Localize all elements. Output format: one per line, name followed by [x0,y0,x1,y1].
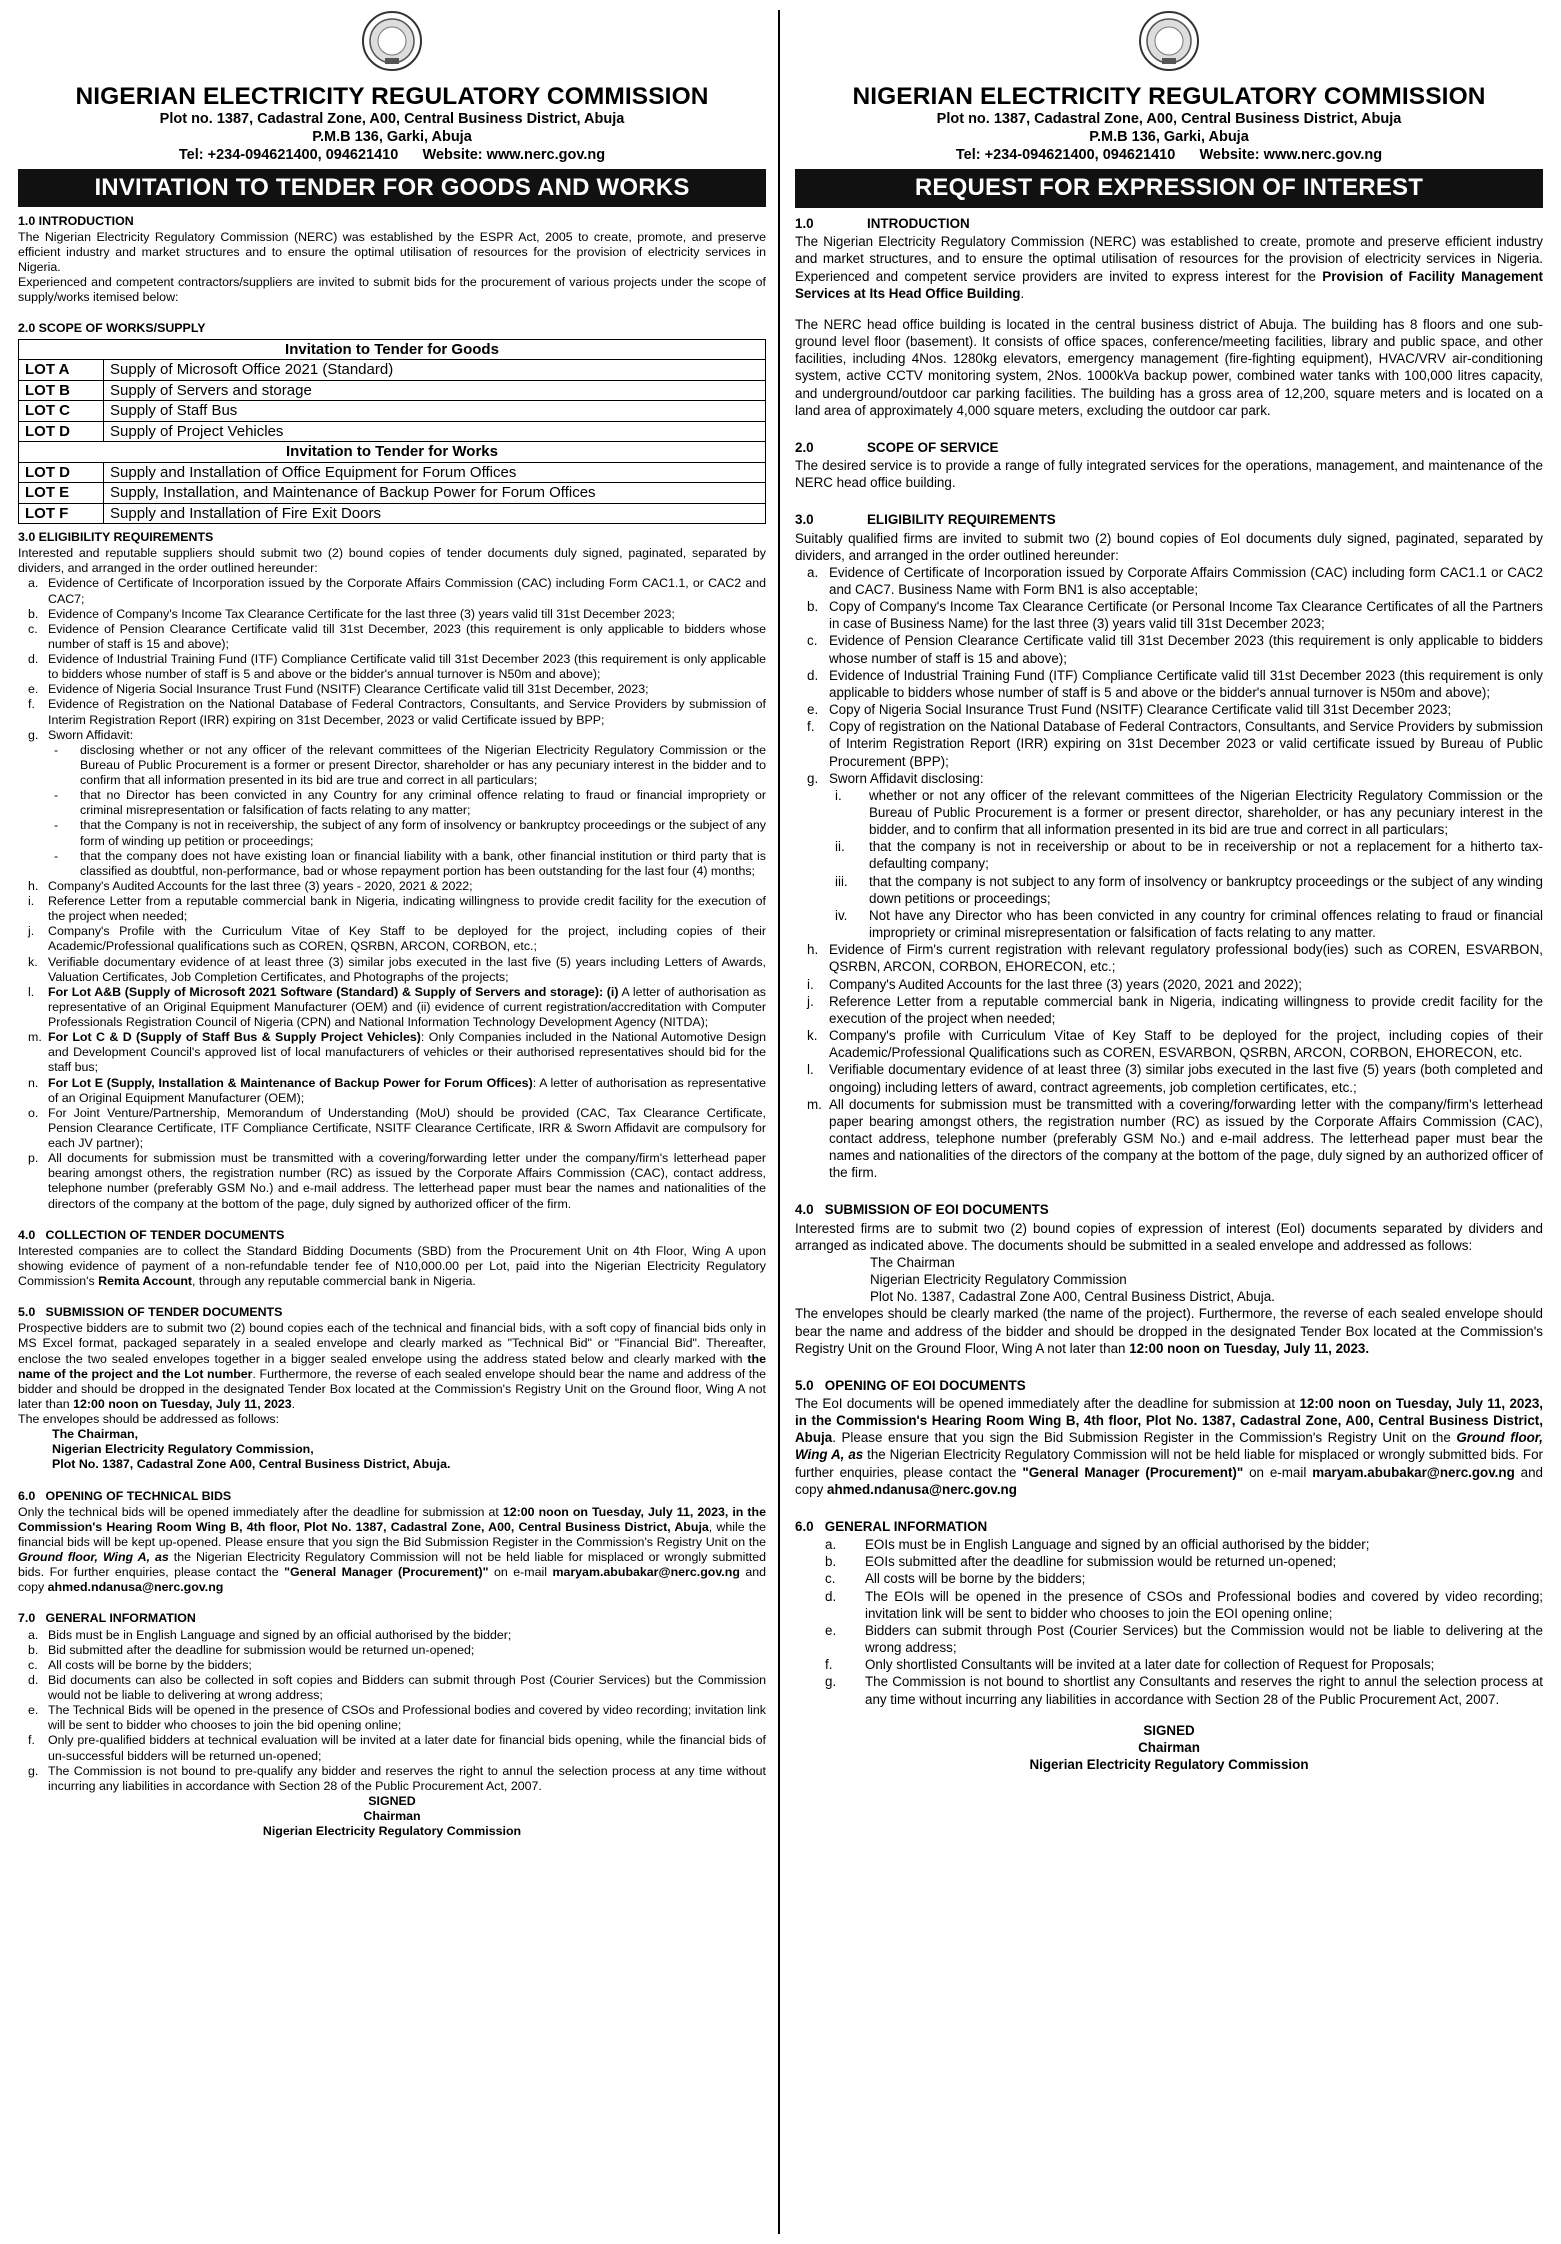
list-item: a. Bids must be in English Language and signed by an official authorised by the bidder; [28,1627,512,1642]
notice-banner: INVITATION TO TENDER FOR GOODS AND WORKS [18,169,766,206]
list-item: b. Evidence of Company's Income Tax Clearance Certificate for the last three (3) years valid till 31st December 2023; [28,606,675,621]
list-item: l. For Lot A&B (Supply of Microsoft 2021 Software (Standard) & Supply of Servers and storage): (i) A letter of authorisation as representative of an Original Equipment Manufacturer (OEM) and (ii) evidence of current registration/accreditation with Computer Professionals Registration Council of Nigeria (CPN) and National Information Technology Development Agency (NITDA); [28,984,766,1030]
address-line-2: P.M.B 136, Garki, Abuja [1089,129,1249,146]
paragraph: The NERC head office building is located in the central business district of Abuja. The building has 8 floors and one sub-ground level floor (basement). It consists of office spaces, conference/meeting facilities, library and public space, and other facilities, including 4Nos. 1280kg elevators, emergency management (fire-fighting equipment), HVAC/VRV air-conditioning system, active CCTV monitoring system, 2Nos. 1000kVa backup power, combined water tanks with 100,000 litres capacity, and underground/outdoor car parking facilities. The building has a gross area of 12,200, square meters and is located on a land area of approximately 4,000 square meters, excluding the outdoor car park. [795,316,1543,418]
list-item: d. Evidence of Industrial Training Fund (ITF) Compliance Certificate valid till 31st December 2023 (this requirement is only applicable to bidders whose number of staff is 5 and above or the bidder's annual turnover is N50m and above); [807,667,1543,700]
section-heading: 6.0 GENERAL INFORMATION [795,1518,988,1534]
list-item: f. Only shortlisted Consultants will be invited at a later date for collection of Request for Proposals; [825,1657,1435,1673]
section-heading: 2.0 SCOPE OF SERVICE [795,439,999,455]
list-item: g. Sworn Affidavit disclosing: [807,770,984,786]
paragraph: The Nigerian Electricity Regulatory Commission (NERC) was established by the ESPR Act, 2005 to create, promote, and preserve efficient industry and market structures and to ensure the optimal utilisation of resources for the provision of electricity services in Nigeria. [18,229,766,275]
contact-line: Tel: +234-094621400, 094621410 Website: www.nerc.gov.ng [178,146,606,163]
list-item: d. Evidence of Industrial Training Fund (ITF) Compliance Certificate valid till 31st December 2023 (this requirement is only applicable to bidders whose number of staff is 5 and above or the bidder's annual turnover is N50m and above); [28,652,766,682]
paragraph: Interested and reputable suppliers should submit two (2) bound copies of tender documents duly signed, paginated, separated by dividers, and arranged in the order outlined hereunder: [18,546,766,576]
list-item: g. Sworn Affidavit: [28,727,134,742]
list-item: i. whether or not any officer of the relevant committees of the Nigerian Electricity Regulatory Commission or the Bureau of Public Procurement is a former or present director, shareholder, or has any pecuniary interest in the bidder, and to confirm that all information presented in its bid are true and correct in all particulars; [835,787,1543,838]
table-row: LOT A Supply of Microsoft Office 2021 (Standard) [19,360,766,381]
list-item: h. Evidence of Firm's current registration with relevant regulatory professional body(ies) such as COREN, ESVARBON, QSRBN, ARCON, CORBON, EHORECON, etc.; [807,942,1543,975]
paragraph: Suitably qualified firms are invited to submit two (2) bound copies of EoI documents duly signed, paginated, separated by dividers, and arranged in the order outlined hereunder: [795,530,1543,563]
section-heading: 1.0 INTRODUCTION [18,213,134,228]
paragraph: The envelopes should be addressed as follows: [18,1412,280,1427]
paragraph: The Nigerian Electricity Regulatory Commission (NERC) was established to create, promote and preserve efficient industry and market structures, and to ensure the optimal utilisation of resources for the provision of electricity services in Nigeria. Experienced and competent service providers are invited to express interest for the Provision of Facility Management Services at Its Head Office Building. [795,234,1543,301]
paragraph: Interested companies are to collect the Standard Bidding Documents (SBD) from the Procurement Unit on 4th Floor, Wing A upon showing evidence of payment of a non-refundable tender fee of N10,000.00 per Lot, paid into the Nigerian Electricity Regulatory Commission's Remita Account, through any reputable commercial bank in Nigeria. [18,1243,766,1289]
list-item: e. Copy of Nigeria Social Insurance Trust Fund (NSITF) Clearance Certificate valid till 31st December 2023; [807,702,1452,718]
section-heading: 1.0 INTRODUCTION [795,216,970,232]
section-heading: 4.0 SUBMISSION OF EOI DOCUMENTS [795,1202,1049,1218]
paragraph: Only the technical bids will be opened immediately after the deadline for submission at 12:00 noon on Tuesday, July 11, 2023, in the Commission's Hearing Room Wing B, 4th floor, Plot No. 1387, Cadastral Zone, A00, Central Business District, Abuja, while the financial bids will be kept up-opened. Please ensure that you sign the Bid Submission Register in the Commission's Registry Unit on the Ground floor, Wing A, as the Nigerian Electricity Regulatory Commission will not be held liable for misplaced or wrongly submitted bids. For further enquiries, please contact the "General Manager (Procurement)" on e-mail maryam.abubakar@nerc.gov.ng and copy ahmed.ndanusa@nerc.gov.ng [18,1504,767,1595]
list-item: c. All costs will be borne by the bidders; [825,1571,1086,1587]
list-item: iii. that the company is not subject to any form of insolvency or bankruptcy proceedings or the subject of any winding down petitions or proceedings; [835,873,1543,906]
table-row: LOT C Supply of Staff Bus [19,401,766,422]
list-item: i. Company's Audited Accounts for the last three (3) years (2020, 2021 and 2022); [807,976,1302,992]
table-row: LOT D Supply of Project Vehicles [19,421,766,442]
address-line-1: Plot no. 1387, Cadastral Zone, A00, Central Business District, Abuja [936,111,1402,128]
list-item: n. For Lot E (Supply, Installation & Maintenance of Backup Power for Forum Offices): A letter of authorisation as representative of an Original Equipment Manufacturer (OEM); [28,1075,766,1105]
tender-notice-column [18,10,766,1839]
list-item: - that the Company is not in receivership, the subject of any form of insolvency or bankruptcy proceedings or the subject of any form of winding up petition or proceedings; [54,818,766,848]
list-item: a. Evidence of Certificate of Incorporation issued by the Corporate Affairs Commission (CAC) including Form CAC1.1, or CAC2 and CAC7; [28,576,766,606]
affidavit-list [18,743,766,879]
section-heading: 3.0 ELIGIBILITY REQUIREMENTS [795,512,1056,528]
list-item: iv. Not have any Director who has been convicted in any country for criminal offences relating to fraud or financial impropriety or criminal misrepresentation or falsification of facts relating to any matter. [835,907,1543,941]
list-item: b. EOIs submitted after the deadline for submission would be returned un-opened; [825,1554,1337,1570]
section-heading: 2.0 SCOPE OF WORKS/SUPPLY [18,321,206,336]
address-line-2: P.M.B 136, Garki, Abuja [312,129,472,146]
list-item: e. Evidence of Nigeria Social Insurance Trust Fund (NSITF) Clearance Certificate valid till 31st December, 2023; [28,682,649,697]
signature-block: SIGNED Chairman Nigerian Electricity Regulatory Commission [262,1793,522,1839]
section-heading: 3.0 ELIGIBILITY REQUIREMENTS [18,530,214,545]
table-group-header: Invitation to Tender for Works [19,442,766,463]
table-row: LOT B Supply of Servers and storage [19,380,766,401]
list-item: p. All documents for submission must be transmitted with a covering/forwarding letter under the company/firm's letterhead paper bearing amongst others, the registration number (RC) as issued by the Corporate Affairs Commission (CAC), contact address, telephone number (preferably GSM No.) and e-mail address. The letterhead paper must bear the names and nationalities of the directors of the company at the bottom of the page, duly signed by authorized officer of the firm. [28,1151,766,1211]
paragraph: The EoI documents will be opened immediately after the deadline for submission at 12:00 noon on Tuesday, July 11, 2023, in the Commission's Hearing Room Wing B, 4th floor, Plot No. 1387, Cadastral Zone, A00, Central Business District, Abuja. Please ensure that you sign the Bid Submission Register in the Commission's Registry Unit on the Ground floor, Wing A, as the Nigerian Electricity Regulatory Commission will not be held liable for misplaced or wrongly submitted bids. For further enquiries, please contact the "General Manager (Procurement)" on e-mail maryam.abubakar@nerc.gov.ng and copy ahmed.ndanusa@nerc.gov.ng [795,1396,1544,1497]
paragraph: Experienced and competent contractors/suppliers are invited to submit bids for the procurement of various projects under the scope of supply/works itemised below: [18,275,766,305]
section-heading: 6.0 OPENING OF TECHNICAL BIDS [18,1488,232,1503]
list-item: a. Evidence of Certificate of Incorporation issued by Corporate Affairs Commission (CAC) including form CAC1.1 or CAC2 and CAC7. Business Name with Form BN1 is also acceptable; [807,564,1543,597]
lots-table [18,339,766,525]
list-item: l. Verifiable documentary evidence of at least three (3) similar jobs executed in the last five (5) years (both completed and ongoing) including letters of award, contract agreements, job completion certificates, etc.; [807,1062,1543,1095]
address-line-1: Plot no. 1387, Cadastral Zone, A00, Central Business District, Abuja [159,111,625,128]
list-item: k. Company's profile with Curriculum Vitae of Key Staff to be deployed for the project, including copies of their Academic/Professional Qualifications such as COREN, ESVARBON, QSRBN, ARCON, CORBON, EHORECON, etc. [807,1028,1543,1061]
contact-line: Tel: +234-094621400, 094621410 Website: www.nerc.gov.ng [955,146,1383,163]
nerc-seal-logo [1138,10,1200,72]
list-item: h. Company's Audited Accounts for the last three (3) years - 2020, 2021 & 2022; [28,878,473,893]
list-item: e. The Technical Bids will be opened in the presence of CSOs and Professional bodies and covered by video recording; invitation link will be sent to bidder who chooses to join the bid opening online; [28,1703,766,1733]
list-item: m. For Lot C & D (Supply of Staff Bus & Supply Project Vehicles): Only Companies included in the National Automotive Design and Development Council's approved list of local manufacturers of vehicles or their authorised representatives should bid for the staff bus; [28,1030,766,1075]
eligibility-list [795,564,1543,787]
paragraph: The desired service is to provide a range of fully integrated services for the operations, management, and maintenance of the NERC head office building. [795,458,1543,491]
list-item: c. Evidence of Pension Clearance Certificate valid till 31st December, 2023 (this requirement is only applicable to bidders whose number of staff is 15 and above); [28,621,766,651]
list-item: f. Evidence of Registration on the National Database of Federal Contractors, Consultants, and Service Providers by submission of Interim Registration Report (IRR) expiring on 31st December, 2023 or valid Certificate issued by BPP; [28,697,766,727]
paragraph: Interested firms are to submit two (2) bound copies of expression of interest (EoI) documents separated by dividers and arranged as indicated above. The documents should be submitted in a sealed envelope and addressed as follows: [795,1220,1543,1253]
eoi-notice-column [795,10,1543,1773]
table-row: LOT D Supply and Installation of Office Equipment for Forum Offices [19,462,766,483]
org-name: NIGERIAN ELECTRICITY REGULATORY COMMISSION [75,83,709,110]
eligibility-list [18,576,766,742]
list-item: g. The Commission is not bound to shortlist any Consultants and reserves the right to annul the selection process at any time without incurring any liabilities in accordance with Section 28 of the Public Procurement Act, 2007. [825,1674,1543,1707]
nerc-seal-logo [361,10,423,72]
list-item: - disclosing whether or not any officer of the relevant committees of the Nigerian Electricity Regulatory Commission or the Bureau of Public Procurement is a former or present Director, shareholder or has any pecuniary interest in the bidder and to confirm that all information presented in its bid are true and correct in all particulars; [54,742,766,788]
section-heading: 7.0 GENERAL INFORMATION [18,1611,196,1626]
general-info-list [795,1536,1543,1708]
list-item: d. The EOIs will be opened in the presence of CSOs and Professional bodies and covered by video recording; invitation link will be sent to bidder who chooses to join the EOI opening online; [825,1588,1543,1621]
list-item: j. Company's Profile with the Curriculum Vitae of Key Staff to be deployed for the project, including copies of their Academic/Professional qualifications such as COREN, QSRBN, ARCON, CORBON, etc.; [28,924,766,954]
list-item: e. Bidders can submit through Post (Courier Services) but the Commission would not be liable to delivering at the wrong address; [825,1622,1543,1656]
table-row: LOT F Supply and Installation of Fire Exit Doors [19,503,766,524]
list-item: k. Verifiable documentary evidence of at least three (3) similar jobs executed in the last five (5) years including Letters of Awards, Valuation Certificates, Job Completion Certificates, and Photographs of the projects; [28,954,766,984]
list-item: j. Reference Letter from a reputable commercial bank in Nigeria, indicating willingness to provide credit facility for the execution of the project when needed; [807,993,1543,1026]
list-item: o. For Joint Venture/Partnership, Memorandum of Understanding (MoU) should be provided (CAC, Tax Clearance Certificate, Pension Clearance Certificate, ITF Compliance Certificate, NSITF Clearance Certificate, IRR & Sworn Affidavit are compulsory for each JV partner); [28,1105,766,1151]
paragraph: Prospective bidders are to submit two (2) bound copies each of the technical and financial bids, with a soft copy of financial bids only in MS Excel format, packaged separately in a sealed envelope and clearly marked as "Technical Bid" or "Financial Bid". Thereafter, enclose the two sealed envelopes together in a bigger sealed envelope using the address stated below and clearly marked with the name of the project and the Lot number. Furthermore, the reverse of each sealed envelope should bear the name and address of the bidder and should be dropped in the designated Tender Box located at the Commission's Registry Unit on the Ground floor, Wing A not later than 12:00 noon on Tuesday, July 11, 2023. [18,1321,766,1411]
signature-block: SIGNED Chairman Nigerian Electricity Regulatory Commission [1029,1722,1309,1772]
section-heading: 5.0 SUBMISSION OF TENDER DOCUMENTS [18,1305,283,1320]
list-item: d. Bid documents can also be collected in soft copies and Bidders can submit through Post (Courier Services) but the Commission would not be liable to delivering at wrong address; [28,1672,766,1703]
paragraph: The envelopes should be clearly marked (the name of the project). Furthermore, the reverse of each sealed envelope should bear the name and address of the bidder and should be dropped in the designated Tender Box located at the Commission's Registry Unit on the Ground Floor, Wing A not later than 12:00 noon on Tuesday, July 11, 2023. [795,1306,1543,1356]
eligibility-list-continued [795,941,1543,1181]
envelope-address: The Chairman Nigerian Electricity Regulatory Commission Plot No. 1387, Cadastral Zone A00, Central Business District, Abuja. [870,1254,1275,1305]
notice-banner: REQUEST FOR EXPRESSION OF INTEREST [795,169,1543,208]
general-info-list [18,1628,766,1794]
list-item: c. Evidence of Pension Clearance Certificate valid till 31st December 2023 (this requirement is only applicable to bidders whose number of staff is 15 and above); [807,633,1543,666]
list-item: g. The Commission is not bound to pre-qualify any bidder and reserves the right to annul the selection process at any time without incurring any liabilities in accordance with Section 28 of the Public Procurement Act, 2007. [28,1763,766,1793]
org-name: NIGERIAN ELECTRICITY REGULATORY COMMISSION [852,83,1486,110]
column-divider [778,10,780,2234]
section-heading: 5.0 OPENING OF EOI DOCUMENTS [795,1377,1026,1393]
list-item: b. Copy of Company's Income Tax Clearance Certificate (or Personal Income Tax Clearance Certificates of all the Partners in case of Business Name) for the last three (3) years valid till 31st December 2023; [807,599,1543,632]
list-item: f. Only pre-qualified bidders at technical evaluation will be invited at a later date for financial bids opening, while the financial bids of un-successful bidders will be returned un-opened; [28,1733,766,1763]
list-item: a. EOIs must be in English Language and signed by an official authorised by the bidder; [825,1537,1370,1553]
list-item: c. All costs will be borne by the bidders; [28,1657,252,1672]
list-item: ii. that the company is not in receivership or about to be in receivership or not a replacement for a hitherto tax-defaulting company; [835,839,1543,872]
list-item: b. Bid submitted after the deadline for submission would be returned un-opened; [28,1642,475,1657]
section-heading: 4.0 COLLECTION OF TENDER DOCUMENTS [18,1227,285,1242]
table-row: LOT E Supply, Installation, and Maintenance of Backup Power for Forum Offices [19,483,766,504]
list-item: i. Reference Letter from a reputable commercial bank in Nigeria, indicating willingness to provide credit facility for the execution of the project when needed; [28,894,766,924]
list-item: - that the company does not have existing loan or financial liability with a bank, other financial institution or third party that is classified as doubtful, non-performance, bad or whose repayment portion has been outstanding for the last four (4) months; [54,848,766,878]
list-item: - that no Director has been convicted in any Country for any criminal offence relating to fraud or financial impropriety or criminal misrepresentation or falsification of facts relating to any matter; [54,788,766,818]
envelope-address: The Chairman, Nigerian Electricity Regulatory Commission, Plot No. 1387, Cadastral Zone A00, Central Business District, Abuja. [52,1427,451,1472]
list-item: m. All documents for submission must be transmitted with a covering/forwarding letter with the company/firm's letterhead paper bearing amongst others, the registration number (RC) as issued by the Corporate Affairs Commission (CAC), contact address, telephone number (preferably GSM No.) and e-mail address. The letterhead paper must bear the names and nationalities of the directors of the company at the bottom of the page, duly signed by an authorized officer of the firm. [807,1096,1543,1181]
eligibility-list-continued [18,879,766,1212]
affidavit-list [795,787,1543,941]
list-item: f. Copy of registration on the National Database of Federal Contractors, Consultants, and Service Providers by submission of Interim Registration Report (IRR) expiring on 31st December 2023 or valid certificate issued by Bureau of Public Procurement (BPP); [807,719,1543,769]
table-group-header: Invitation to Tender for Goods [19,339,766,360]
